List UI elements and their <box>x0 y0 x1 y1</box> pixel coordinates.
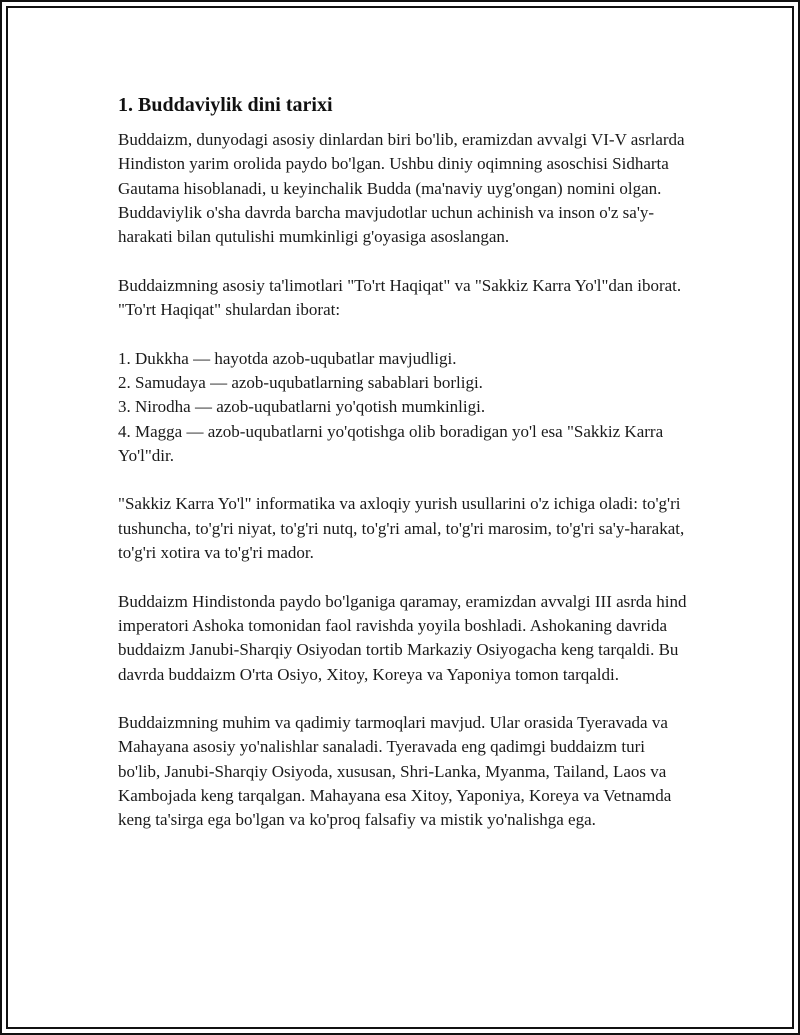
paragraph-eightfold-path: "Sakkiz Karra Yo'l" informatika va axloqiy yurish usullarini o'z ichiga oladi: to'g'ri tushuncha, to'g'ri niyat, to'g'ri nutq, to'g'ri amal, to'g'ri marosim, to'g'ri sa'y-harakat, to'g'ri xotira va to'g'ri mador. <box>118 494 685 563</box>
paragraph-intro: Buddaizm, dunyodagi asosiy dinlardan biri bo'lib, eramizdan avvalgi VI-V asrlarda Hindiston yarim orolida paydo bo'lgan. Ushbu diniy oqimning asoschisi Sidharta Gautama hisoblanadi, u keyinchalik Budda (ma'naviy uyg'ongan) nomini olgan. Buddaviylik o'sha davrda barcha mavjudotlar uchun achinish va inson o'z sa'y-harakati bilan qutulishi mumkinligi g'oyasiga asoslangan. <box>118 130 685 247</box>
list-item: 4. Magga — azob-uqubatlarni yo'qotishga olib boradigan yo'l esa "Sakkiz Karra Yo'l"dir. <box>118 421 664 465</box>
paragraph-spread: Buddaizm Hindistonda paydo bo'lganiga qaramay, eramizdan avvalgi III asrda hind imperatori Ashoka tomonidan faol ravishda yoyila boshladi. Ashokaning davrida buddaizm Janubi-Sharqiy Osiyodan tortib Markaziy Osiyogacha keng tarqaldi. Bu davrda buddaizm O'rta Osiyo, Xitoy, Koreya va Yaponiya tomon tarqaldi. <box>118 591 687 684</box>
four-truths-list <box>118 347 688 468</box>
section-heading: 1. Buddaviylik dini tarixi <box>118 94 333 116</box>
paragraph-teachings: Buddaizmning asosiy ta'limotlari "To'rt Haqiqat" va "Sakkiz Karra Yo'l"dan iborat. "To'rt Haqiqat" shulardan iborat: <box>118 275 682 320</box>
document-body <box>118 92 688 857</box>
list-item: 1. Dukkha — hayotda azob-uqubatlar mavjudligi. <box>118 348 457 368</box>
paragraph-branches: Buddaizmning muhim va qadimiy tarmoqlari mavjud. Ular orasida Tyeravada va Mahayana asosiy yo'nalishlar sanaladi. Tyeravada eng qadimgi buddaizm turi bo'lib, Janubi-Sharqiy Osiyoda, xususan, Shri-Lanka, Myanma, Tailand, Laos va Kambojada keng tarqalgan. Mahayana esa Xitoy, Yaponiya, Koreya va Vetnamda keng ta'sirga ega bo'lgan va ko'proq falsafiy va mistik yo'nalishga ega. <box>118 713 672 830</box>
list-item: 3. Nirodha — azob-uqubatlarni yo'qotish mumkinligi. <box>118 397 486 417</box>
list-item: 2. Samudaya — azob-uqubatlarning sabablari borligi. <box>118 372 483 392</box>
